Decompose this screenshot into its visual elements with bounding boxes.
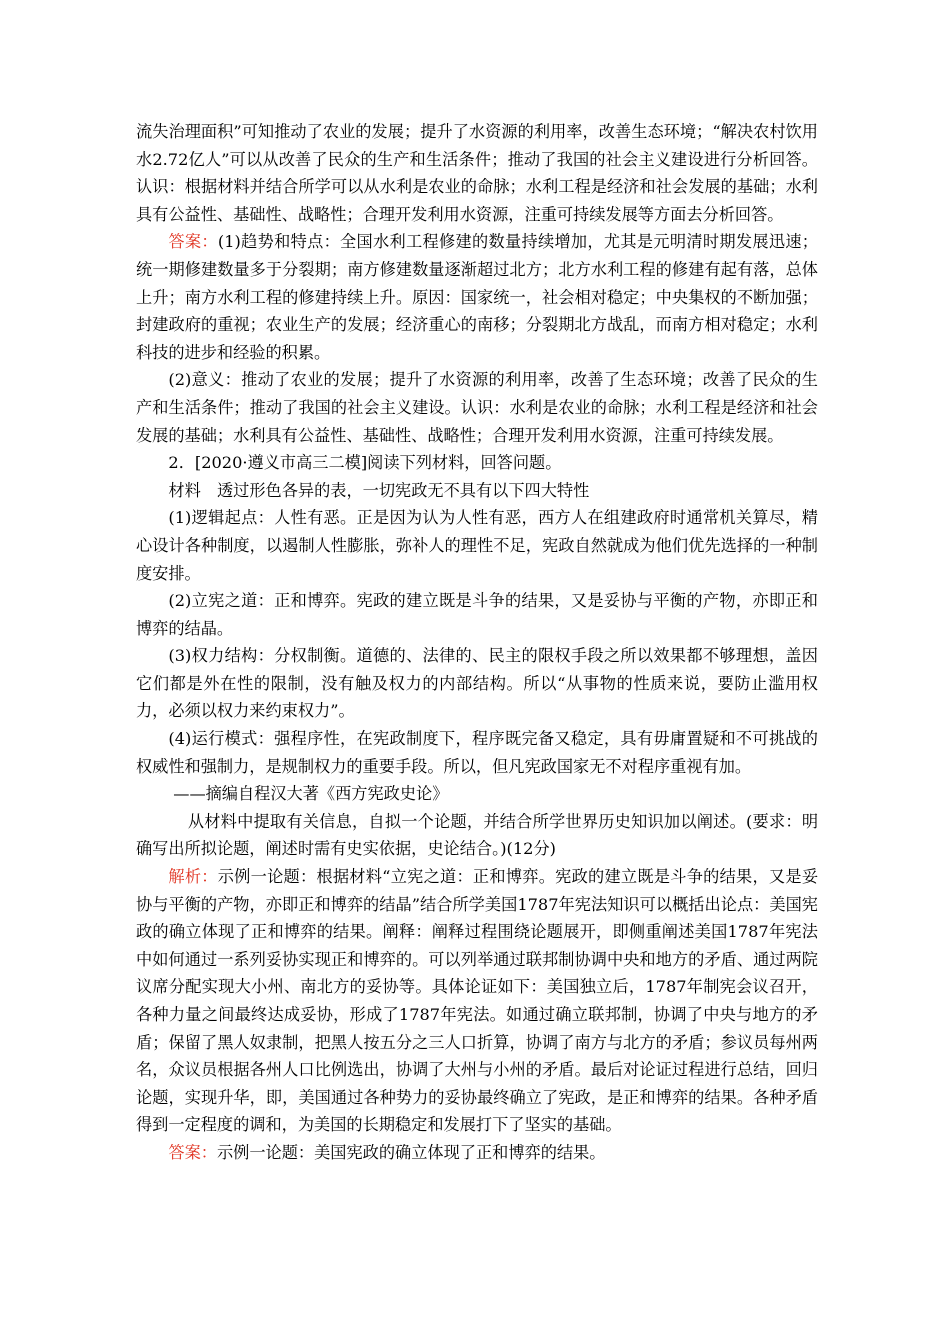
answer-label: 答案： [168, 1142, 217, 1162]
analysis-label: 解析： [168, 867, 218, 887]
document-page [136, 118, 818, 1167]
analysis-2 [136, 863, 818, 1139]
material-point-2: (2)立宪之道：正和博弈。宪政的建立既是斗争的结果，又是妥协与平衡的产物，亦即正和博弈的结晶。 [136, 591, 818, 638]
analysis-2-text: 示例一论题：根据材料“立宪之道：正和博弈。宪政的建立既是斗争的结果，又是妥协与平衡的产物，亦即正和博弈的结晶”结合所学美国1787年宪法知识可以概括出论点：美国宪政的确立体现了正和博弈的结果。阐释：阐释过程围绕论题展开，即侧重阐述美国1787年宪法中如何通过一系列妥协实现正和博弈的。可以列举通过联邦制协调中央和地方的矛盾、通过两院议席分配实现大小州、南北方的妥协等。具体论证如下：美国独立后，1787年制宪会议召开，各种力量之间最终达成妥协，形成了1787年宪法。如通过确立联邦制，协调了中央与地方的矛盾；保留了黑人奴隶制，把黑人按五分之三人口折算，协调了南方与北方的矛盾；参议员每州两名，众议员根据各州人口比例选出，协调了大州与小州的矛盾。最后对论证过程进行总结，回归论题，实现升华，即，美国通过各种势力的妥协最终确立了宪政，是正和博弈的结果。各种矛盾得到一定程度的调和，为美国的长期稳定和发展打下了坚实的基础。 [136, 867, 819, 1135]
answer-label: 答案： [168, 232, 218, 252]
answer-2-text: 示例一论题：美国宪政的确立体现了正和博弈的结果。 [216, 1142, 606, 1162]
material-point-4: (4)运行模式：强程序性，在宪政制度下，程序既完备又稳定，具有毋庸置疑和不可挑战的权威性和强制力，是规制权力的重要手段。所以，但凡宪政国家无不对程序重视有加。 [136, 729, 818, 776]
answer-1-part-2: (2)意义：推动了农业的发展；提升了水资源的利用率，改善了生态环境；改善了民众的生产和生活条件；推动了我国的社会主义建设。认识：水利是农业的命脉；水利工程是经济和社会发展的基础；水利具有公益性、基础性、战略性；合理开发利用水资源，注重可持续发展。 [136, 370, 818, 445]
answer-2 [136, 1139, 818, 1167]
material-intro: 材料 透过形色各异的表，一切宪政无不具有以下四大特性 [168, 480, 590, 500]
material-point-3: (3)权力结构：分权制衡。道德的、法律的、民主的限权手段之所以效果都不够理想，盖因它们都是外在性的限制，没有触及权力的内部结构。所以“从事物的性质来说，要防止滥用权力，必须以权力来约束权力”。 [136, 646, 818, 721]
answer-1-text: (1)趋势和特点：全国水利工程修建的数量持续增加，尤其是元明清时期发展迅速；统一期修建数量多于分裂期；南方修建数量逐渐超过北方；北方水利工程的修建有起有落，总体上升；南方水利工程的修建持续上升。原因：国家统一，社会相对稳定；中央集权的不断加强；封建政府的重视；农业生产的发展；经济重心的南移；分裂期北方战乱，而南方相对稳定；水利科技的进步和经验的积累。 [136, 232, 818, 362]
material-point-1: (1)逻辑起点：人性有恶。正是因为认为人性有恶，西方人在组建政府时通常机关算尽，精心设计各种制度，以遏制人性膨胀，弥补人的理性不足，宪政自然就成为他们优先选择的一种制度安排。 [136, 508, 818, 583]
question-2-heading: 2．[2020·遵义市高三二模]阅读下列材料，回答问题。 [168, 453, 562, 473]
analysis-continuation: 流失治理面积”可知推动了农业的发展；提升了水资源的利用率，改善生态环境；“解决农村饮用水2.72亿人”可以从改善了民众的生产和生活条件；推动了我国的社会主义建设进行分析回答。认识：根据材料并结合所学可以从水利是农业的命脉；水利工程是经济和社会发展的基础；水利具有公益性、基础性、战略性；合理开发利用水资源，注重可持续发展等方面去分析回答。 [136, 122, 818, 224]
material-source: ——摘编自程汉大著《西方宪政史论》 [173, 784, 449, 804]
answer-1-part-1 [136, 228, 818, 366]
question-2-prompt: 从材料中提取有关信息，自拟一个论题，并结合所学世界历史知识加以阐述。(要求：明确写出所拟论题，阐述时需有史实依据，史论结合。)(12分) [136, 811, 818, 859]
